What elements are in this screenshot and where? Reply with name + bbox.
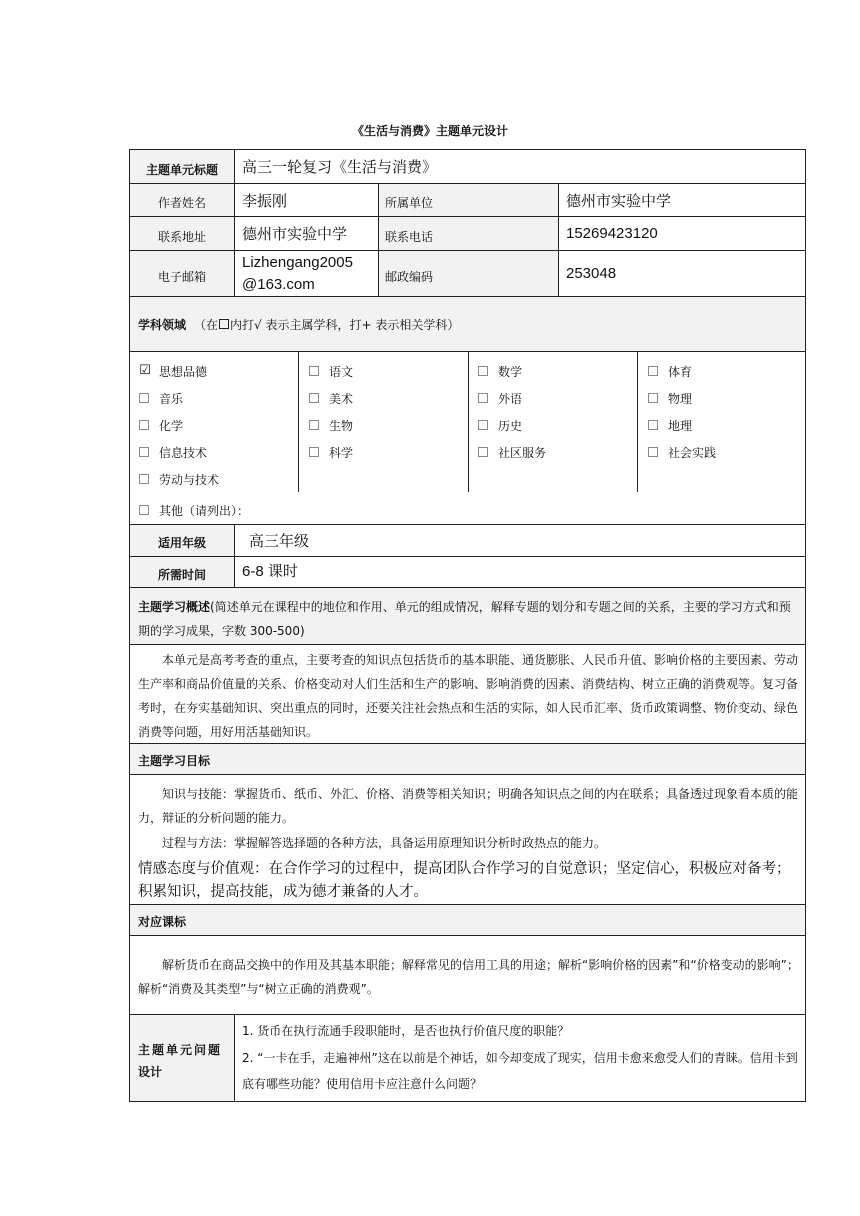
checkbox-icon[interactable]: [478, 447, 488, 457]
overview-heading: 主题学习概述: [138, 600, 211, 614]
subject-option-label: 外语: [498, 391, 523, 406]
email-value-line1: Lizhengang2005: [242, 253, 353, 271]
subject-option-label: 地理: [668, 418, 693, 433]
grade-value: 高三年级: [249, 532, 310, 550]
email-value-line2: @163.com: [242, 275, 315, 293]
subject-option[interactable]: [139, 389, 183, 407]
question-2: 2. “一卡在手，走遍神州”这在以前是个神话，如今却变成了现实，信用卡愈来愈受人们的青睐。信用卡到底有哪些功能？使用信用卡应注意什么问题？: [242, 1051, 798, 1091]
email-value: [242, 251, 376, 296]
checkbox-icon[interactable]: [139, 505, 149, 515]
subject-option-label: 社会实践: [668, 445, 717, 460]
subject-option[interactable]: [139, 362, 207, 380]
subject-area-header: [138, 297, 798, 351]
subject-option-label: 历史: [498, 418, 523, 433]
checkbox-icon[interactable]: [648, 420, 658, 430]
phone-value: 15269423120: [566, 224, 658, 242]
subject-option[interactable]: [648, 443, 716, 461]
questions-label-line1: 主题单元问题: [138, 1043, 223, 1057]
subject-area-note-prefix: （在: [194, 317, 219, 332]
subject-option-label: 劳动与技术: [159, 472, 220, 487]
subject-other-label: 其他（请列出）：: [159, 503, 250, 518]
checkbox-icon[interactable]: [139, 447, 149, 457]
subject-other[interactable]: [139, 501, 249, 519]
checkbox-icon[interactable]: [648, 393, 658, 403]
subject-option-label: 思想品德: [159, 364, 208, 379]
checkbox-icon[interactable]: [139, 393, 149, 403]
rule: [129, 904, 806, 905]
subject-option-label: 科学: [329, 445, 354, 460]
rule: [129, 644, 806, 645]
subject-option[interactable]: [648, 416, 692, 434]
subject-option-label: 社区服务: [498, 445, 547, 460]
subject-option-label: 美术: [329, 391, 354, 406]
question-1: 1. 货币在执行流通手段职能时，是否也执行价值尺度的职能？: [242, 1024, 570, 1038]
checkbox-icon[interactable]: [309, 393, 319, 403]
rule: [129, 1014, 806, 1015]
duration-label: 所需时间: [157, 567, 206, 582]
checkbox-icon[interactable]: [648, 366, 658, 376]
author-value: 李振刚: [242, 191, 288, 210]
subject-area-note-suffix: 内打√ 表示主属学科，打+ 表示相关学科）: [230, 317, 460, 332]
checkbox-icon[interactable]: [648, 447, 658, 457]
document-title: 《生活与消费》主题单元设计: [351, 124, 508, 138]
checkbox-icon[interactable]: [309, 366, 319, 376]
rule-v: [468, 352, 469, 492]
subject-option[interactable]: [139, 443, 207, 461]
objectives-heading: 主题学习目标: [138, 753, 211, 768]
postcode-label: 邮政编码: [385, 269, 434, 284]
organization-label: 所属单位: [385, 195, 434, 210]
subject-option[interactable]: [478, 443, 546, 461]
subject-option[interactable]: [139, 416, 183, 434]
subject-option-label: 信息技术: [159, 445, 208, 460]
subject-option-label: 生物: [329, 418, 354, 433]
duration-value: 6-8 课时: [242, 563, 298, 580]
address-value: 德州市实验中学: [242, 225, 348, 243]
email-label: 电子邮箱: [157, 269, 206, 284]
questions-label: [138, 1038, 230, 1084]
rule-v: [234, 1015, 235, 1101]
checkbox-icon[interactable]: [309, 420, 319, 430]
overview-heading-block: [138, 595, 802, 643]
objectives-emotion: 情感态度与价值观：在合作学习的过程中，提高团队合作学习的自觉意识；坚定信心，积极应对备考；积累知识，提高技能，成为德才兼备的人才。: [138, 861, 791, 900]
subject-option-label: 数学: [498, 364, 523, 379]
standards-heading: 对应课标: [138, 914, 187, 929]
overview-body: 本单元是高考考查的重点，主要考查的知识点包括货币的基本职能、通货膨胀、人民币升值、影响价格的主要因素、劳动生产率和商品价值量的关系、价格变动对人们生活和生产的影响、影响消费的因素、消费结构、树立正确的消费观等。复习备考时，在夯实基础知识、突出重点的同时，还要关注社会热点和生活的实际，如人民币汇率、货币政策调整、物价变动、绿色消费等问题，用好用活基础知识。: [138, 653, 799, 739]
checkbox-icon[interactable]: [478, 366, 488, 376]
author-label: 作者姓名: [157, 195, 206, 210]
objectives-knowledge: 知识与技能：掌握货币、纸币、外汇、价格、消费等相关知识；明确各知识点之间的内在联系；具备透过现象看本质的能力，辩证的分析问题的能力。: [138, 787, 799, 825]
address-label: 联系地址: [157, 229, 206, 244]
unit-title-label: 主题单元标题: [145, 162, 218, 177]
rule-v: [378, 184, 379, 296]
subject-option-label: 化学: [159, 418, 184, 433]
checkbox-icon[interactable]: [309, 447, 319, 457]
grade-label: 适用年级: [157, 535, 206, 550]
rule-v: [234, 525, 235, 587]
rule-v: [234, 150, 235, 296]
postcode-value: 253048: [566, 264, 617, 282]
checked-box-icon[interactable]: ☑: [139, 363, 151, 378]
subject-option-label: 语文: [329, 364, 354, 379]
rule-v: [558, 184, 559, 296]
subject-option[interactable]: [309, 389, 353, 407]
checkbox-icon[interactable]: [139, 420, 149, 430]
unit-title-value: 高三一轮复习《生活与消费》: [242, 158, 438, 176]
subject-option[interactable]: [478, 362, 522, 380]
subject-area-label: 学科领域: [138, 317, 187, 332]
subject-option[interactable]: [478, 389, 522, 407]
subject-option[interactable]: [309, 362, 353, 380]
subject-option[interactable]: [139, 470, 219, 488]
checkbox-icon: [219, 319, 229, 329]
phone-label: 联系电话: [385, 229, 434, 244]
checkbox-icon[interactable]: [139, 474, 149, 484]
subject-option-label: 音乐: [159, 391, 184, 406]
subject-option[interactable]: [648, 362, 692, 380]
subject-option-label: 物理: [668, 391, 693, 406]
checkbox-icon[interactable]: [478, 420, 488, 430]
rule-v: [637, 352, 638, 492]
organization-value: 德州市实验中学: [566, 191, 672, 210]
overview-heading-note: (简述单元在课程中的地位和作用、单元的组成情况，解释专题的划分和专题之间的关系，主要的学习方式和预期的学习成果，字数 300-500): [138, 600, 791, 638]
standards-body: 解析货币在商品交换中的作用及其基本职能；解释常见的信用工具的用途；解析“影响价格的因素”和“价格变动的影响”；解析“消费及其类型”与“树立正确的消费观”。: [138, 958, 799, 996]
subject-option-label: 体育: [668, 364, 693, 379]
rule-v: [298, 352, 299, 492]
subject-option[interactable]: [309, 416, 353, 434]
subject-option[interactable]: [309, 443, 353, 461]
subject-option[interactable]: [478, 416, 522, 434]
subject-option[interactable]: [648, 389, 692, 407]
checkbox-icon[interactable]: [478, 393, 488, 403]
objectives-process: 过程与方法：掌握解答选择题的各种方法，具备运用原理知识分析时政热点的能力。: [162, 836, 607, 850]
questions-label-line2: 设计: [138, 1065, 163, 1079]
